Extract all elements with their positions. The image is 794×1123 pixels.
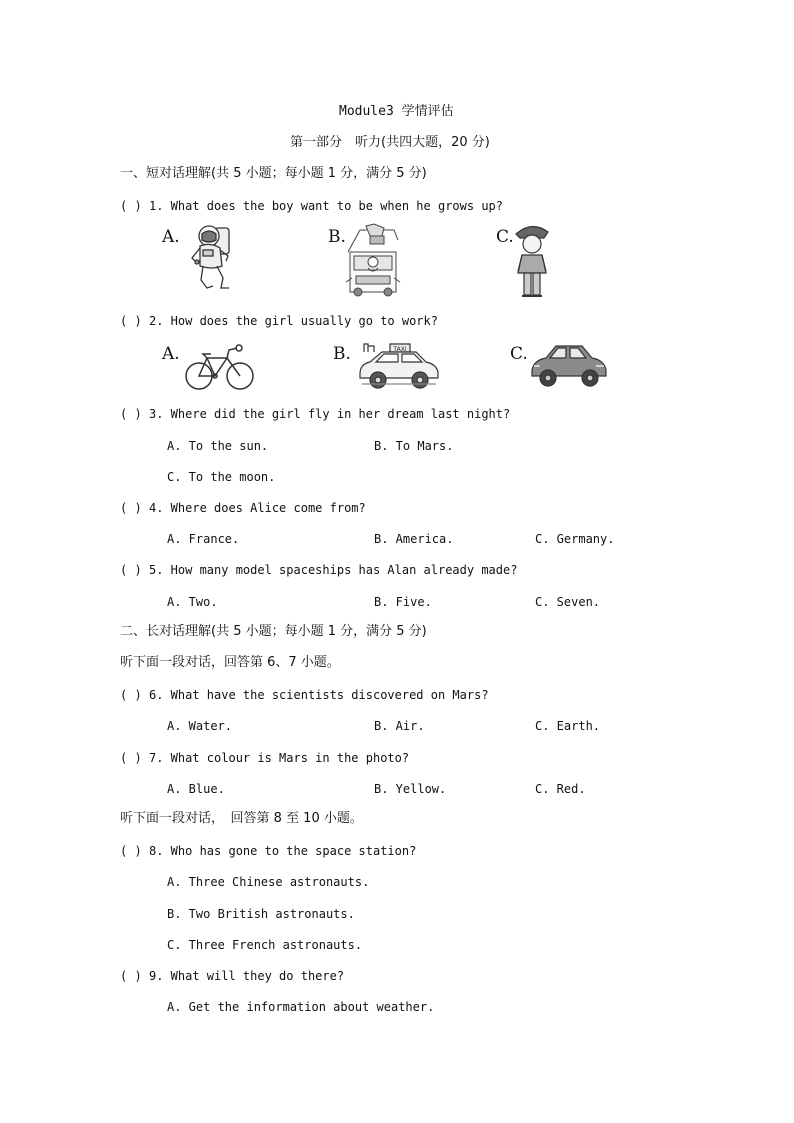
q2-answer-bracket[interactable]: ( ) [120,314,142,328]
q6-question: 6. What have the scientists discovered on Mars? [149,688,489,702]
q4-question: 4. Where does Alice come from? [149,501,366,515]
q5-answer-bracket[interactable]: ( ) [120,563,142,577]
q4-option-c[interactable]: C. Germany. [535,532,615,546]
q6-answer-bracket[interactable]: ( ) [120,688,142,702]
q7-answer-bracket[interactable]: ( ) [120,751,142,765]
q9-question: 9. What will they do there? [149,969,345,983]
q8-question: 8. Who has gone to the space station? [149,844,417,858]
q4-option-b[interactable]: B. America. [374,532,454,546]
q6-option-c[interactable]: C. Earth. [535,719,601,733]
q7-option-a[interactable]: A. Blue. [167,782,225,796]
section2-instruction-2: 听下面一段对话， 回答第 8 至 10 小题。 [120,811,363,826]
section2-instruction-1: 听下面一段对话，回答第 6、7 小题。 [120,655,340,670]
q5-option-c[interactable]: C. Seven. [535,595,601,609]
q8-option-a[interactable]: A. Three Chinese astronauts. [167,875,370,889]
q8-option-c[interactable]: C. Three French astronauts. [167,938,363,952]
page-title: Module3 学情评估 [339,104,454,119]
q1-question: 1. What does the boy want to be when he grows up? [149,199,504,213]
taxi-sign-text: TAXI [393,346,407,353]
q2-question: 2. How does the girl usually go to work? [149,314,438,328]
q8-answer-bracket[interactable]: ( ) [120,844,142,858]
part-title: 第一部分 听力(共四大题，20 分) [290,135,490,150]
car-icon [530,340,608,390]
q4-answer-bracket[interactable]: ( ) [120,501,142,515]
q6-option-b[interactable]: B. Air. [374,719,425,733]
q2-option-b-label[interactable]: B. [333,344,351,364]
q2-option-a-label[interactable]: A. [162,344,180,364]
q9-answer-bracket[interactable]: ( ) [120,969,142,983]
section1-heading: 一、短对话理解(共 5 小题；每小题 1 分，满分 5 分) [120,166,427,181]
q3-option-a[interactable]: A. To the sun. [167,439,269,453]
q1-option-b-label[interactable]: B. [328,227,346,247]
q2-option-c-label[interactable]: C. [510,344,528,364]
bicycle-icon [183,340,255,394]
q3-option-b[interactable]: B. To Mars. [374,439,454,453]
q1-option-a-label[interactable]: A. [162,227,180,247]
q1-option-c-label[interactable]: C. [496,227,514,247]
q5-option-a[interactable]: A. Two. [167,595,218,609]
q1-answer-bracket[interactable]: ( ) [120,199,142,213]
taxi-icon [358,340,440,390]
q8-option-b[interactable]: B. Two British astronauts. [167,907,355,921]
policeman-icon [512,222,552,302]
q5-option-b[interactable]: B. Five. [374,595,432,609]
q3-answer-bracket[interactable]: ( ) [120,407,142,421]
q6-option-a[interactable]: A. Water. [167,719,233,733]
q9-option-a[interactable]: A. Get the information about weather. [167,1000,435,1014]
astronaut-icon [187,222,237,296]
q7-option-c[interactable]: C. Red. [535,782,586,796]
q5-question: 5. How many model spaceships has Alan already made? [149,563,518,577]
section2-heading: 二、长对话理解(共 5 小题；每小题 1 分，满分 5 分) [120,624,427,639]
q3-question: 3. Where did the girl fly in her dream last night? [149,407,511,421]
bus-driver-icon [346,222,400,298]
q7-question: 7. What colour is Mars in the photo? [149,751,410,765]
q4-option-a[interactable]: A. France. [167,532,240,546]
q3-option-c[interactable]: C. To the moon. [167,470,276,484]
q7-option-b[interactable]: B. Yellow. [374,782,447,796]
